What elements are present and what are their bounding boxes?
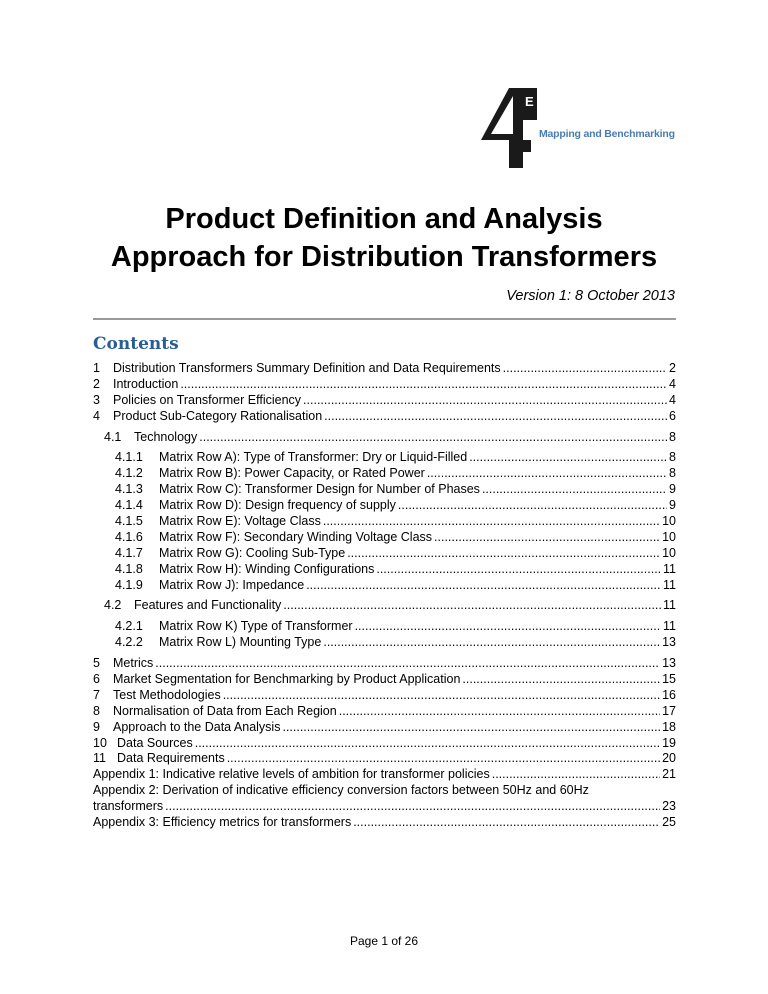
- toc-entry[interactable]: [93, 704, 676, 720]
- toc-entry[interactable]: [93, 672, 676, 688]
- toc-title: Features and Functionality: [134, 598, 282, 613]
- toc-number: 3: [93, 392, 100, 407]
- toc-title: Matrix Row L) Mounting Type: [159, 635, 322, 650]
- toc-number: 10: [93, 735, 107, 750]
- toc-title: Approach to the Data Analysis: [113, 719, 281, 734]
- toc-number: 11: [93, 751, 106, 766]
- toc-title: Matrix Row A): Type of Transformer: Dry or Liquid-Filled: [159, 450, 468, 465]
- toc-entry[interactable]: [93, 799, 676, 815]
- toc-page: 9: [669, 498, 676, 513]
- toc-title: Appendix 1: Indicative relative levels of ambition for transformer policies: [93, 767, 490, 782]
- toc-entry[interactable]: [93, 815, 676, 831]
- toc-title: Data Sources: [117, 735, 193, 750]
- toc-title: Product Sub-Category Rationalisation: [113, 408, 323, 423]
- toc-page: 6: [669, 408, 676, 423]
- toc-number: 4.1.7: [115, 545, 143, 560]
- title-line-2: Approach for Distribution Transformers: [110, 241, 658, 273]
- toc-page: 11: [663, 598, 676, 613]
- toc-title: Introduction: [113, 376, 179, 391]
- toc-entry[interactable]: [93, 767, 676, 783]
- toc-page: 4: [669, 376, 676, 391]
- toc-number: 4.1.6: [115, 529, 143, 544]
- toc-page: 8: [669, 466, 676, 481]
- toc-page: 19: [662, 735, 676, 750]
- toc-entry[interactable]: [93, 450, 676, 466]
- toc-title: Matrix Row J): Impedance: [159, 577, 305, 592]
- toc-number: 4.1.1: [115, 450, 143, 465]
- toc-page: 4: [669, 392, 676, 407]
- toc-entry[interactable]: [93, 498, 676, 514]
- toc-number: 4.2: [104, 598, 122, 613]
- toc-number: 6: [93, 672, 100, 687]
- toc-entry[interactable]: [93, 619, 676, 635]
- toc-number: 4.1.8: [115, 561, 143, 576]
- toc-title: Metrics: [113, 656, 154, 671]
- toc-number: 1: [93, 361, 100, 375]
- document-title: [0, 200, 768, 276]
- toc-entry[interactable]: [93, 688, 676, 704]
- toc-entry[interactable]: [93, 409, 676, 425]
- table-of-contents: [93, 361, 676, 831]
- toc-page: 16: [662, 687, 676, 702]
- toc-number: 7: [93, 687, 100, 702]
- toc-title: Policies on Transformer Efficiency: [113, 392, 302, 407]
- toc-title: Distribution Transformers Summary Definition and Data Requirements: [113, 361, 501, 375]
- toc-entry[interactable]: [93, 598, 676, 614]
- page-footer: Page 1 of 26: [349, 934, 419, 948]
- toc-entry[interactable]: [93, 430, 676, 446]
- logo-letter-e: E: [525, 94, 534, 109]
- toc-page: 2: [669, 361, 676, 375]
- toc-title: Matrix Row G): Cooling Sub-Type: [159, 545, 346, 560]
- toc-page: 9: [669, 482, 676, 497]
- toc-title: Matrix Row F): Secondary Winding Voltage Class: [159, 529, 433, 544]
- toc-number: 4.1.5: [115, 514, 143, 529]
- toc-entry[interactable]: [93, 361, 676, 377]
- toc-title: Matrix Row K) Type of Transformer: [159, 619, 353, 634]
- toc-entry-line1[interactable]: [93, 783, 676, 799]
- toc-entry[interactable]: [93, 546, 676, 562]
- toc-entry[interactable]: [93, 751, 676, 767]
- toc-page: 23: [662, 799, 676, 814]
- logo-4e: [481, 88, 675, 168]
- toc-title: Test Methodologies: [113, 687, 221, 702]
- toc-entry[interactable]: [93, 530, 676, 546]
- version-line: Version 1: 8 October 2013: [506, 288, 675, 304]
- toc-number: 2: [93, 376, 100, 391]
- horizontal-divider: [93, 318, 676, 320]
- toc-entry[interactable]: [93, 377, 676, 393]
- toc-number: 5: [93, 656, 100, 671]
- toc-number: 4.1.4: [115, 498, 143, 513]
- title-line-1: Product Definition and Analysis: [165, 203, 603, 235]
- toc-number: 4.1.9: [115, 577, 143, 592]
- toc-page: 10: [662, 529, 676, 544]
- toc-number: 9: [93, 719, 100, 734]
- toc-page: 18: [662, 719, 676, 734]
- toc-page: 11: [663, 561, 676, 576]
- toc-title: Data Requirements: [117, 751, 225, 766]
- toc-page: 13: [662, 656, 676, 671]
- toc-page: 8: [669, 450, 676, 465]
- toc-number: 8: [93, 703, 100, 718]
- toc-page: 13: [662, 635, 676, 650]
- toc-entry[interactable]: [93, 393, 676, 409]
- toc-entry[interactable]: [93, 514, 676, 530]
- toc-number: 4.1: [104, 429, 122, 444]
- toc-number: 4.2.1: [115, 619, 143, 634]
- toc-number: 4.2.2: [115, 635, 143, 650]
- toc-page: 15: [662, 672, 676, 687]
- toc-page: 10: [662, 545, 676, 560]
- toc-page: 11: [663, 619, 676, 634]
- toc-number: 4.1.3: [115, 482, 143, 497]
- toc-title: Appendix 3: Efficiency metrics for transformers: [93, 815, 352, 830]
- logo-tagline: Mapping and Benchmarking: [539, 128, 675, 140]
- toc-page: 11: [663, 577, 676, 592]
- toc-entry[interactable]: [93, 578, 676, 594]
- toc-page: 10: [662, 514, 676, 529]
- toc-page: 8: [669, 429, 676, 444]
- toc-entry[interactable]: [93, 720, 676, 736]
- toc-entry[interactable]: [93, 656, 676, 672]
- toc-title: Appendix 2: Derivation of indicative efficiency conversion factors between 50Hz and 60Hz: [93, 783, 589, 798]
- toc-title: Matrix Row D): Design frequency of supply: [159, 498, 396, 513]
- toc-title: Matrix Row E): Voltage Class: [159, 514, 321, 529]
- toc-number: 4: [93, 408, 100, 423]
- toc-entry[interactable]: [93, 482, 676, 498]
- toc-title: Matrix Row B): Power Capacity, or Rated Power: [159, 466, 425, 481]
- toc-entry[interactable]: [93, 635, 676, 651]
- toc-number: 4.1.2: [115, 466, 143, 481]
- toc-title: Matrix Row C): Transformer Design for Number of Phases: [159, 482, 480, 497]
- toc-page: 20: [662, 751, 676, 766]
- toc-entry[interactable]: [93, 562, 676, 578]
- toc-title: Normalisation of Data from Each Region: [113, 703, 337, 718]
- toc-title: Technology: [134, 429, 198, 444]
- toc-title: Matrix Row H): Winding Configurations: [159, 561, 375, 576]
- toc-page: 17: [662, 703, 676, 718]
- toc-title: transformers: [93, 799, 164, 814]
- toc-page: 21: [662, 767, 676, 782]
- toc-page: 25: [662, 815, 676, 830]
- contents-heading: Contents: [93, 334, 179, 354]
- toc-entry[interactable]: [93, 466, 676, 482]
- toc-title: Market Segmentation for Benchmarking by Product Application: [113, 672, 461, 687]
- toc-entry[interactable]: [93, 736, 676, 752]
